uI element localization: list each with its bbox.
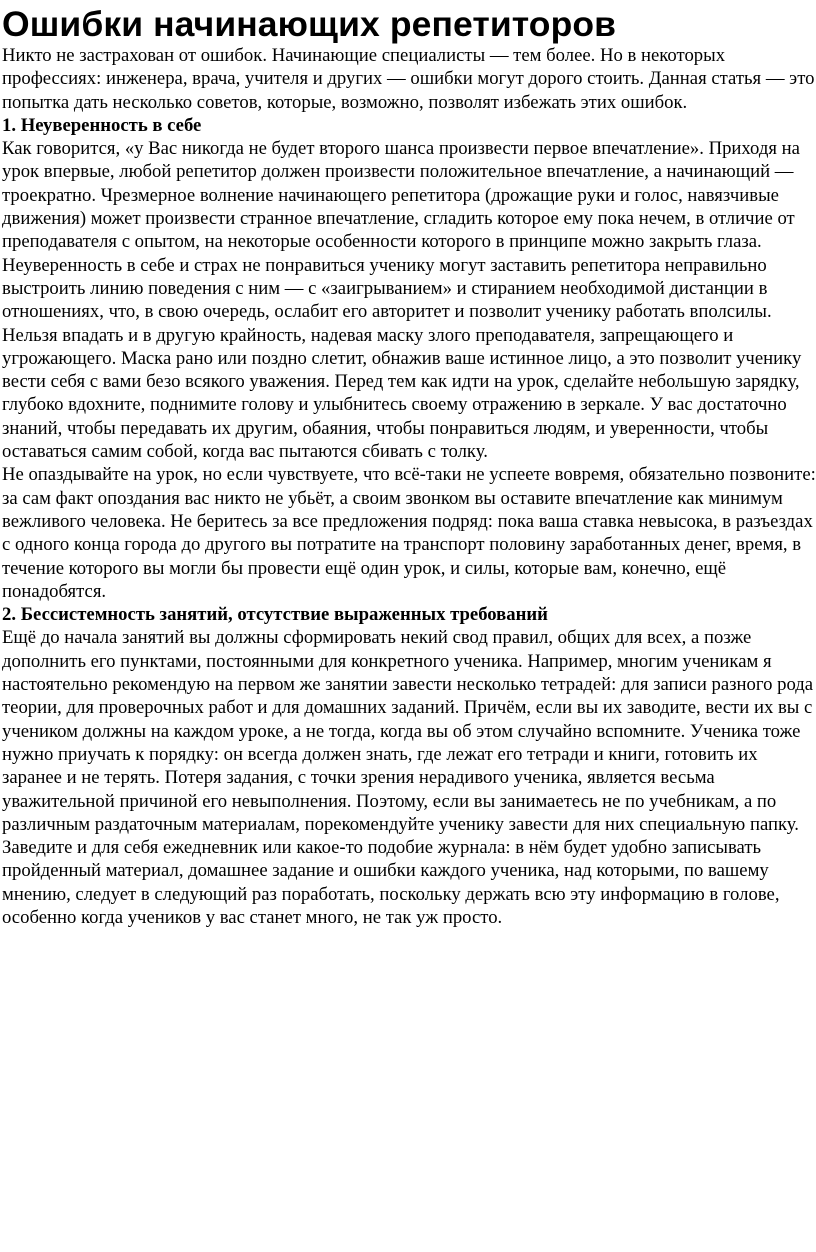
intro-paragraph: Никто не застрахован от ошибок. Начинающие специалисты — тем более. Но в некоторых профессиях: инженера, врача, учителя и других — ошибки могут дорого стоить. Данная статья — это попытка дать несколько советов, которые, возможно, позволят избежать этих ошибок. [2,45,815,113]
article-title: Ошибки начинающих репетиторов [2,4,617,44]
section-2-paragraph-1: Ещё до начала занятий вы должны сформировать некий свод правил, общих для всех, а позже дополнить его пунктами, постоянными для конкретного ученика. Например, многим ученикам я настоятельно рекомендую на первом же занятии завести несколько тетрадей: для записи разного рода теории, для проверочных работ и для домашних заданий. Причём, если вы их заводите, вести их вы с учеником должны на каждом уроке, а не тогда, когда вы об этом случайно вспомните. Ученика тоже нужно приучать к порядку: он всегда должен знать, где лежат его тетради и книги, готовить их заранее и не терять. Потеря задания, с точки зрения нерадивого ученика, является весьма уважительной причиной его невыполнения. Поэтому, если вы занимаетесь не по учебникам, а по различным раздаточным материалам, порекомендуйте ученику завести для них специальную папку. Заведите и для себя ежедневник или какое-то подобие журнала: в нём будет удобно записывать пройденный материал, домашнее задание и ошибки каждого ученика, над которыми, по вашему мнению, следует в следующий раз поработать, поскольку держать всю эту информацию в голове, особенно когда учеников у вас станет много, не так уж просто. [2,627,814,928]
section-1-paragraph-3: Не опаздывайте на урок, но если чувствуете, что всё-таки не успеете вовремя, обязательно позвоните: за сам факт опоздания вас никто не убьёт, а своим звонком вы оставите впечатление как минимум вежливого человека. Не беритесь за все предложения подряд: пока ваша ставка невысока, в разъездах с одного конца города до другого вы потратите на транспорт половину заработанных денег, время, в течение которого вы могли бы провести ещё один урок, и силы, которые вам, конечно, ещё понадобятся. [2,464,816,602]
section-1-heading: 1. Неуверенность в себе [2,114,202,136]
section-2-heading: 2. Бессистемность занятий, отсутствие выраженных требований [2,604,548,626]
section-1-paragraph-1: Как говорится, «у Вас никогда не будет второго шанса произвести первое впечатление». Приходя на урок впервые, любой репетитор должен произвести положительное впечатление, а начинающий — троекратно. Чрезмерное волнение начинающего репетитора (дрожащие руки и голос, навязчивые движения) может произвести странное впечатление, сгладить которое ему пока нечем, в отличие от преподавателя с опытом, на некоторые особенности которого в принципе можно закрыть глаза. [2,138,800,253]
section-1-paragraph-2: Неуверенность в себе и страх не понравиться ученику могут заставить репетитора неправильно выстроить линию поведения с ним — с «заигрыванием» и стиранием необходимой дистанции в отношениях, что, в свою очередь, ослабит его авторитет и позволит ученику работать вполсилы. Нельзя впадать и в другую крайность, надевая маску злого преподавателя, запрещающего и угрожающего. Маска рано или поздно слетит, обнажив ваше истинное лицо, а это позволит ученику вести себя с вами безо всякого уважения. Перед тем как идти на урок, сделайте небольшую зарядку, глубоко вдохните, поднимите голову и улыбнитесь своему отражению в зеркале. У вас достаточно знаний, чтобы передавать их другим, обаяния, чтобы понравиться людям, и уверенности, чтобы оставаться самим собой, когда вас пытаются сбивать с толку. [2,254,802,463]
